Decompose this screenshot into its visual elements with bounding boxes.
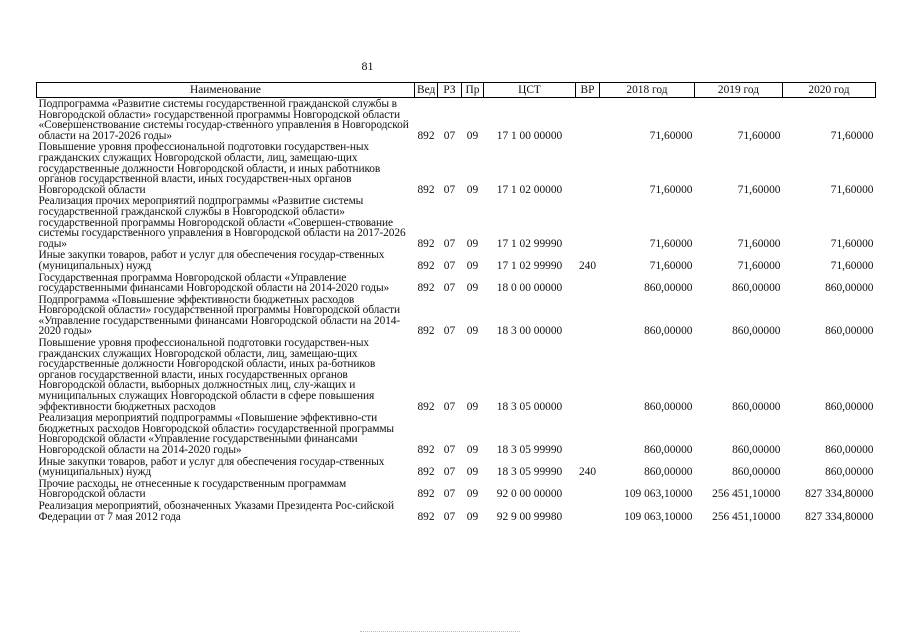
cell-rz: 07	[443, 237, 456, 250]
cell-pr: 09	[466, 282, 479, 295]
cell-cst: 17 1 00 00000	[496, 129, 563, 142]
cell-rz: 07	[443, 444, 456, 456]
cell-rz: 07	[443, 400, 456, 413]
table-row	[37, 478, 876, 500]
cell-2018: 109 063,10000	[624, 510, 693, 523]
cell-rz: 07	[443, 510, 456, 523]
cell-rz: 07	[443, 488, 456, 501]
cell-ved: 892	[417, 183, 435, 196]
cell-pr: 09	[466, 183, 479, 196]
cell-rz: 07	[443, 183, 456, 196]
cell-2019: 860,00000	[732, 282, 781, 295]
cell-name: Подпрограмма «Повышение эффективности бюджетных расходов Новгородской области» государственной программы Новгородской области «Управление государственными финансами Новгородской области на 2014-2020 годы»	[38, 293, 401, 338]
cell-2020: 827 334,80000	[805, 488, 874, 501]
table-row	[37, 98, 876, 142]
cell-2018: 860,00000	[644, 400, 693, 413]
table-row	[37, 500, 876, 522]
cell-vr	[576, 478, 600, 500]
cell-vr	[576, 98, 600, 142]
cell-pr: 09	[466, 259, 479, 272]
cell-vr: 240	[578, 259, 597, 272]
cell-2020: 860,00000	[825, 325, 874, 338]
column-header-2020: 2020 год	[783, 83, 876, 98]
cell-vr	[576, 412, 600, 455]
table-row	[37, 272, 876, 294]
cell-cst: 18 3 00 00000	[496, 325, 563, 338]
cell-2019: 71,60000	[737, 259, 781, 272]
cell-pr: 09	[466, 488, 479, 501]
cell-2018: 71,60000	[649, 129, 693, 142]
cell-2018: 71,60000	[649, 259, 693, 272]
cell-2018: 109 063,10000	[624, 488, 693, 501]
table-header-row	[37, 83, 876, 98]
cell-2018: 860,00000	[644, 444, 693, 456]
cell-2018: 860,00000	[644, 325, 693, 338]
cell-rz: 07	[443, 466, 456, 479]
cell-ved: 892	[417, 259, 435, 272]
table-row	[37, 294, 876, 337]
cell-2019: 860,00000	[732, 444, 781, 456]
cell-cst: 92 0 00 00000	[496, 488, 563, 501]
cell-ved: 892	[417, 282, 435, 295]
cell-name: Реализация мероприятий подпрограммы «Повышение эффективно-сти бюджетных расходов Новгородской области» государственной программы Новгородской области «Управление государственными финансами Новгородской области на 2014-2020 годы»	[38, 412, 394, 456]
cell-pr: 09	[466, 400, 479, 413]
cell-2020: 860,00000	[825, 466, 874, 479]
cell-vr	[576, 195, 600, 249]
column-header-vr: ВР	[576, 83, 600, 98]
cell-pr: 09	[466, 444, 479, 456]
cell-2020: 860,00000	[825, 400, 874, 413]
column-header-ved: Вед	[415, 83, 438, 98]
cell-cst: 92 9 00 99980	[496, 510, 563, 523]
cell-name: Реализация мероприятий, обозначенных Указами Президента Рос-сийской Федерации от 7 мая 2012 года	[38, 499, 394, 523]
column-header-2019: 2019 год	[695, 83, 783, 98]
cell-name: Реализация прочих мероприятий подпрограммы «Развитие системы государственной гражданской службы в Новгородской области» государственной программы Новгородской области «Совершен-ствование системы государственного управления в Новгородской области на 2017-2026 годы»	[38, 195, 406, 250]
table-row	[37, 412, 876, 455]
cell-rz: 07	[443, 282, 456, 295]
table-body	[37, 98, 876, 523]
cell-ved: 892	[417, 510, 435, 523]
cell-2019: 256 451,10000	[712, 488, 781, 501]
table-row	[37, 456, 876, 478]
cell-2020: 71,60000	[830, 183, 874, 196]
cell-cst: 18 0 00 00000	[496, 282, 563, 295]
cell-name: Повышение уровня профессиональной подготовки государствен-ных гражданских служащих Новгородской области, лиц, замещаю-щих государственные должности Новгородской области, иных ра-ботников органов государственной власти, иных государственных органов Новгородской области, выборных должностных лиц, слу-жащих и муниципальных служащих Новгородской области в сфере повышения эффективности бюджетных расходов	[38, 337, 376, 413]
table-row	[37, 337, 876, 412]
cell-name: Повышение уровня профессиональной подготовки государствен-ных гражданских служащих Новгородской области, лиц, замещаю-щих государственные должности Новгородской области, и иных работников органов государственной власти, иных государствен-ных органов Новгородской области	[38, 141, 381, 196]
cell-cst: 17 1 02 00000	[496, 183, 563, 196]
cell-2019: 860,00000	[732, 466, 781, 479]
cell-2018: 860,00000	[644, 466, 693, 479]
cell-cst: 18 3 05 99990	[496, 444, 563, 456]
cell-ved: 892	[417, 237, 435, 250]
cell-2020: 860,00000	[825, 444, 874, 456]
cell-2019: 71,60000	[737, 183, 781, 196]
cell-pr: 09	[466, 325, 479, 338]
cell-2019: 860,00000	[732, 325, 781, 338]
page-number: 81	[361, 59, 374, 73]
cell-2018: 71,60000	[649, 237, 693, 250]
cell-rz: 07	[443, 129, 456, 142]
column-header-name: Наименование	[37, 83, 415, 98]
cell-2020: 71,60000	[830, 129, 874, 142]
cell-ved: 892	[417, 444, 435, 456]
cell-vr	[576, 272, 600, 294]
cell-2019: 860,00000	[732, 400, 781, 413]
cell-cst: 17 1 02 99990	[496, 259, 563, 272]
cell-2018: 860,00000	[644, 282, 693, 295]
cell-ved: 892	[417, 400, 435, 413]
cell-2019: 71,60000	[737, 129, 781, 142]
cell-pr: 09	[466, 466, 479, 479]
column-header-cst: ЦСТ	[484, 83, 576, 98]
cell-ved: 892	[417, 488, 435, 501]
cell-2020: 860,00000	[825, 282, 874, 295]
cell-vr: 240	[578, 466, 597, 479]
cell-ved: 892	[417, 129, 435, 142]
cell-name: Государственная программа Новгородской области «Управление государственными финансами Новгородской области на 2014-2020 годы»	[38, 271, 390, 295]
cell-2019: 256 451,10000	[712, 510, 781, 523]
cell-vr	[576, 337, 600, 412]
cell-vr	[576, 141, 600, 195]
table-row	[37, 141, 876, 195]
cell-2020: 71,60000	[830, 259, 874, 272]
column-header-pr: Пр	[462, 83, 484, 98]
cell-vr	[576, 500, 600, 522]
cell-vr	[576, 294, 600, 337]
cell-name: Иные закупки товаров, работ и услуг для обеспечения государ-ственных (муниципальных) нужд	[38, 249, 385, 272]
column-header-rz: РЗ	[438, 83, 462, 98]
scan-artifact	[360, 631, 520, 634]
cell-rz: 07	[443, 325, 456, 338]
cell-2018: 71,60000	[649, 183, 693, 196]
cell-2019: 71,60000	[737, 237, 781, 250]
cell-name: Прочие расходы, не отнесенные к государственным программам Новгородской области	[38, 477, 347, 501]
cell-ved: 892	[417, 466, 435, 479]
column-header-2018: 2018 год	[600, 83, 695, 98]
cell-name: Иные закупки товаров, работ и услуг для обеспечения государ-ственных (муниципальных) нужд	[38, 455, 385, 479]
budget-table	[36, 82, 876, 522]
table-row	[37, 195, 876, 249]
cell-name: Подпрограмма «Развитие системы государственной гражданской службы в Новгородской области» государственной программы Новгородской области «Совершенствование системы государ-ственного управления в Новгородской области на 2017-2026 годы»	[38, 98, 409, 142]
cell-cst: 17 1 02 99990	[496, 237, 563, 250]
cell-rz: 07	[443, 259, 456, 272]
cell-pr: 09	[466, 237, 479, 250]
cell-cst: 18 3 05 00000	[496, 400, 563, 413]
cell-2020: 71,60000	[830, 237, 874, 250]
cell-cst: 18 3 05 99990	[496, 466, 563, 479]
cell-2020: 827 334,80000	[805, 510, 874, 523]
cell-pr: 09	[466, 129, 479, 142]
cell-pr: 09	[466, 510, 479, 523]
cell-ved: 892	[417, 325, 435, 338]
table-row	[37, 249, 876, 271]
